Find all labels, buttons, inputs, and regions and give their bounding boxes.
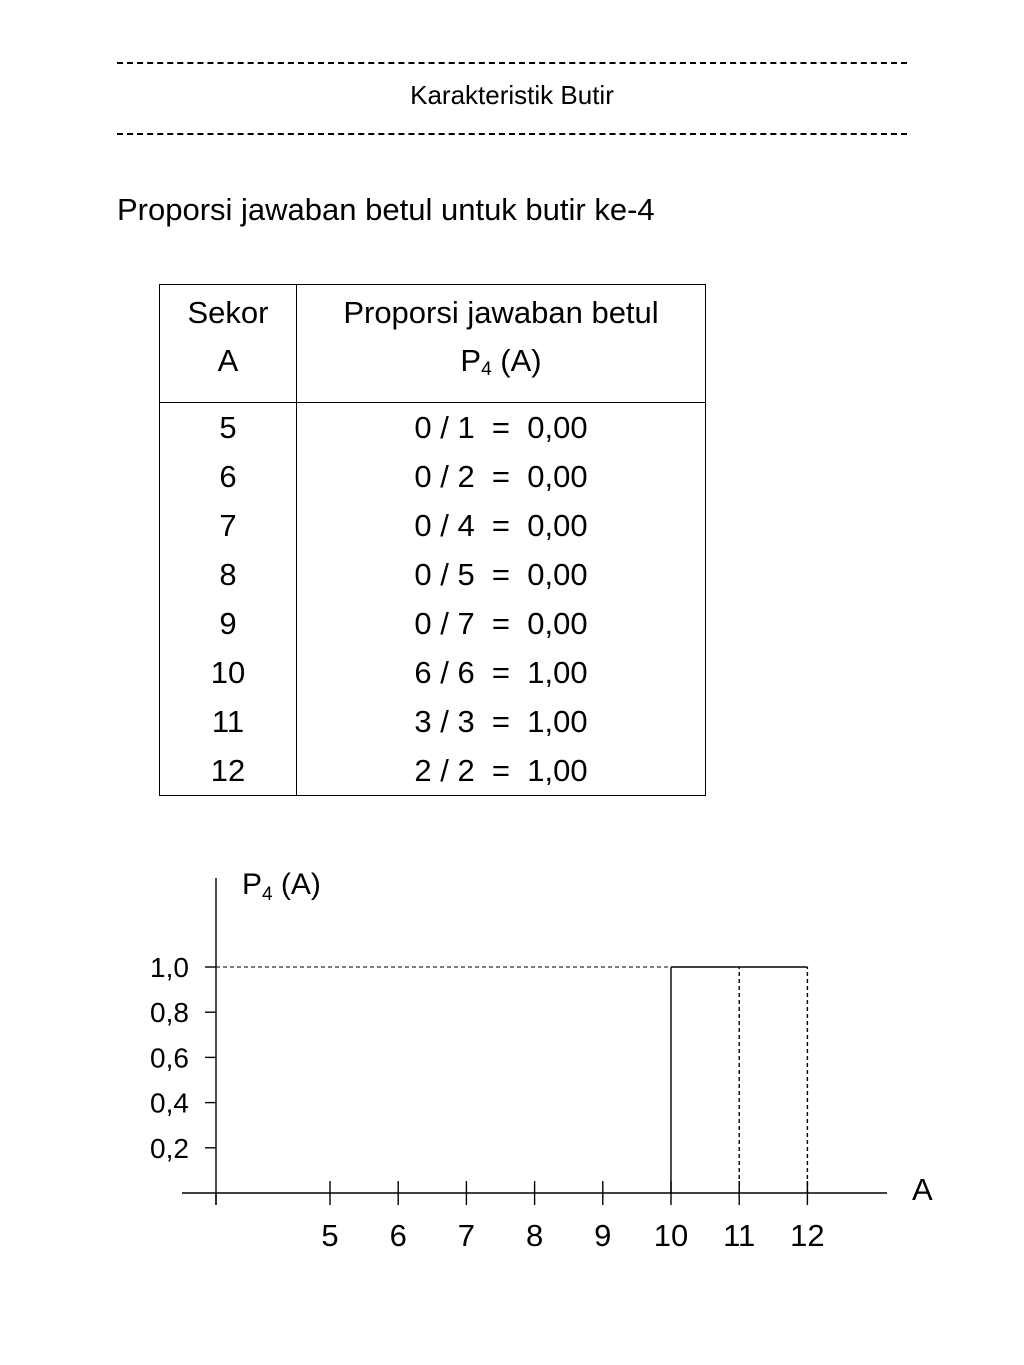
y-tick-label: 0,4 [150, 1087, 189, 1119]
x-tick-label: 12 [790, 1218, 825, 1253]
cell-proportion: 0 / 4 = 0,00 [414, 508, 588, 543]
cell-proportion: 2 / 2 = 1,00 [414, 753, 588, 788]
y-label-subscript: 4 [262, 884, 273, 905]
proportion-table [159, 284, 706, 796]
cell-proportion: 3 / 3 = 1,00 [414, 704, 588, 739]
cell-proportion: 6 / 6 = 1,00 [414, 655, 588, 690]
x-axis-label: A [912, 1172, 933, 1207]
table-row [160, 697, 706, 746]
table-row [160, 746, 706, 796]
header-score-line1: Sekor [187, 295, 269, 330]
header-p-rest: (A) [491, 343, 542, 378]
y-tick-label: 0,2 [150, 1132, 189, 1164]
y-tick-label: 0,8 [150, 997, 189, 1029]
cell-score: 7 [160, 501, 297, 550]
table-row [160, 599, 706, 648]
cell-score: 12 [160, 746, 297, 796]
y-label-p: P [242, 868, 263, 901]
cell-proportion: 0 / 5 = 0,00 [414, 557, 588, 592]
table-row [160, 403, 706, 453]
table-body [160, 403, 706, 796]
cell-score: 6 [160, 452, 297, 501]
y-tick-label: 1,0 [150, 952, 189, 983]
header-title: Karakteristik Butir [410, 80, 614, 110]
cell-proportion: 0 / 1 = 0,00 [414, 410, 588, 445]
cell-score: 8 [160, 550, 297, 599]
cell-score: 10 [160, 648, 297, 697]
x-tick-label: 9 [594, 1218, 612, 1253]
cell-proportion: 0 / 7 = 0,00 [414, 606, 588, 641]
x-tick-label: 11 [723, 1218, 756, 1253]
header-p-subscript: 4 [481, 359, 492, 380]
x-tick-label: 7 [457, 1218, 476, 1253]
table-row [160, 550, 706, 599]
cell-score: 5 [160, 403, 297, 453]
header-score-line2: A [217, 343, 239, 378]
header-proportion-line1: Proporsi jawaban betul [343, 295, 659, 330]
cell-score: 9 [160, 599, 297, 648]
bottom-dashed-divider [117, 133, 907, 135]
y-tick-label: 0,6 [150, 1042, 189, 1074]
x-tick-label: 5 [321, 1218, 339, 1253]
item-characteristic-chart [0, 850, 1024, 1270]
table-row [160, 501, 706, 550]
x-tick-label: 10 [653, 1218, 689, 1253]
header-proportion-line2 [297, 337, 705, 394]
x-tick-label: 6 [389, 1218, 407, 1253]
cell-proportion: 0 / 2 = 0,00 [414, 459, 588, 494]
header-p-symbol: P [460, 343, 482, 378]
x-tick-label: 8 [525, 1218, 544, 1253]
table-header-row [160, 285, 706, 403]
y-label-rest: (A) [272, 868, 321, 901]
cell-score: 11 [160, 697, 297, 746]
page-subtitle: Proporsi jawaban betul untuk butir ke-4 [117, 192, 655, 227]
header-proportion [297, 285, 706, 403]
header-score [160, 285, 297, 403]
top-dashed-divider [117, 62, 907, 64]
table-row [160, 452, 706, 501]
table-row [160, 648, 706, 697]
y-axis-label [242, 868, 321, 905]
chart-layer [150, 868, 933, 1253]
